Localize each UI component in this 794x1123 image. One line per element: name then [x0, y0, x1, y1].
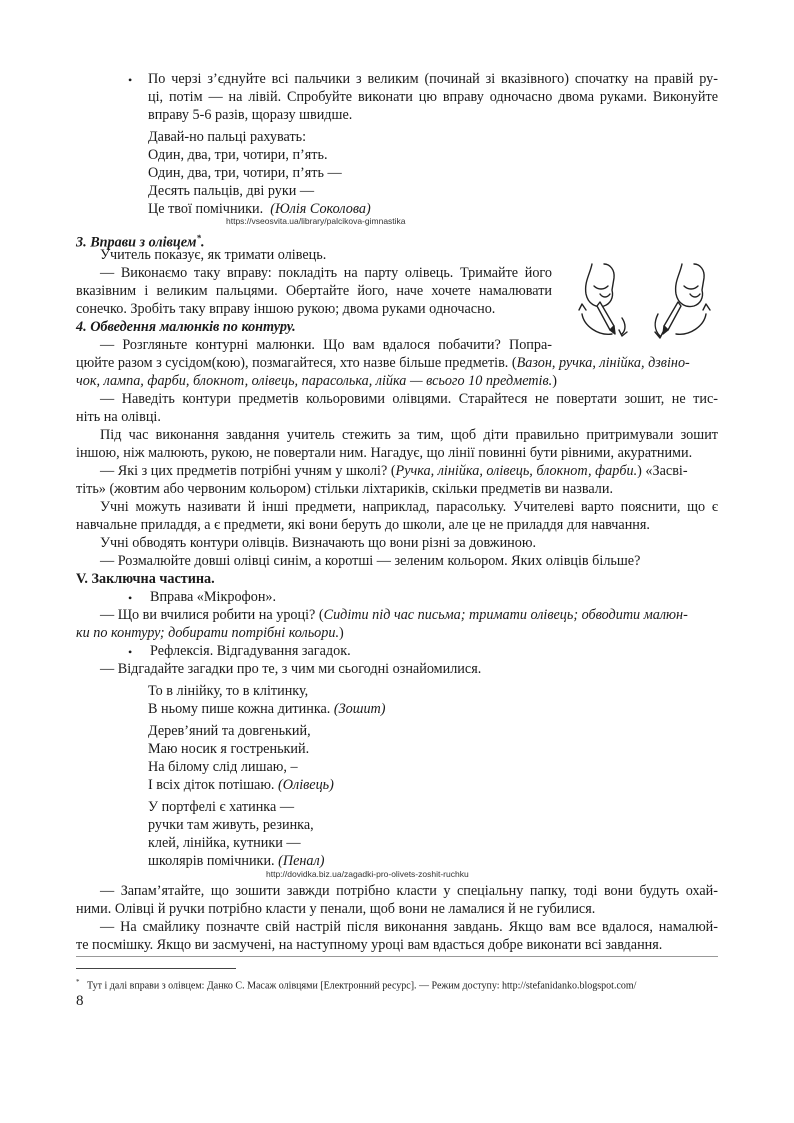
riddle-line: На білому слід лишаю, –: [148, 759, 298, 775]
bullet-icon: •: [128, 645, 133, 659]
riddle-line: Дерев’яний та довгенький,: [148, 723, 311, 739]
riddle-line: Маю носик я гостренький.: [148, 741, 310, 757]
text-line: — Наведіть контури предметів кольоровими олівцями. Старайтеся не повертати зошит, не тис-: [100, 391, 718, 407]
riddle-answer: (Олівець): [278, 777, 334, 793]
text-line: тіть» (жовтим або червоним кольором) стільки ліхтариків, скільки предметів ви назвали.: [76, 481, 614, 497]
section-heading: 4. Обведення малюнків по контуру.: [76, 319, 296, 335]
content-divider: [76, 956, 718, 957]
text-line: [76, 624, 344, 642]
footnote-mark: *: [196, 233, 201, 243]
poem-author: (Юлія Соколова): [270, 201, 371, 217]
bullet-icon: •: [128, 73, 133, 87]
text-line: Учні можуть називати й інші предмети, наприклад, парасольку. Учителеві варто пояснити, що є: [100, 499, 718, 515]
text-line: — Відгадайте загадки про те, з чим ми сьогодні ознайомилися.: [100, 661, 482, 677]
text-line: — На смайлику позначте свій настрій після виконання завдань. Якщо вам все вдалося, намалюй-: [100, 919, 718, 935]
text-segment: — Які з цих предметів потрібні учням у школі? (: [100, 463, 396, 479]
riddle-line: [148, 700, 386, 718]
heading-end: .: [200, 234, 205, 251]
exercise-line: По черзі з’єднуйте всі пальчики з великим (починай зі вказівного) спочатку на правій ру-: [148, 71, 718, 87]
poem-line: Давай-но пальці рахувать:: [148, 129, 307, 145]
bullet-icon: •: [128, 591, 133, 605]
text-segment: ): [339, 625, 344, 641]
text-line: Учитель показує, як тримати олівець.: [100, 247, 327, 263]
text-line: ніть на олівці.: [76, 409, 161, 425]
text-line: іншою, ніж малюють, рукою, не повертали ним. Нагадує, що лінії повинні бути рівними, акуратними.: [76, 445, 693, 461]
text-line: Учні обводять контури олівців. Визначають що вони різні за довжиною.: [100, 535, 537, 551]
poem-line: Один, два, три, чотири, п’ять —: [148, 165, 342, 181]
list-item: Рефлексія. Відгадування загадок.: [150, 643, 351, 659]
riddle-line: [148, 852, 324, 870]
footnote-divider: [76, 968, 236, 969]
list-item: Вправа «Мікрофон».: [150, 589, 277, 605]
text-line: [76, 372, 557, 390]
poem-text: Це твої помічники.: [148, 201, 264, 217]
text-line: вказівним і великим пальцями. Обертайте його, наче хочете намалювати: [76, 283, 552, 299]
answer-segment: ки по контуру; добирати потрібні кольори.: [76, 625, 339, 641]
text-segment: ): [552, 373, 557, 389]
riddle-line: У портфелі є хатинка —: [148, 799, 295, 815]
poem-line: Один, два, три, чотири, п’ять.: [148, 147, 328, 163]
riddle-line: клей, лінійка, кутники —: [148, 835, 301, 851]
text-segment: цюйте разом з сусідом(кою), позмагайтеся, хто назве більше предметів. (: [76, 355, 517, 371]
text-line: — Розмалюйте довші олівці синім, а коротші — зеленим кольором. Яких олівців більше?: [100, 553, 641, 569]
text-line: сонечко. Зробіть таку вправу іншою рукою; двома руками одночасно.: [76, 301, 496, 317]
answer-segment: Ручка, лінійка, олівець, блокнот, фарби.: [395, 463, 638, 479]
answer-segment: Сидіти під час письма; тримати олівець; обводити малюн-: [323, 607, 688, 623]
section-heading: V. Заключна частина.: [76, 571, 215, 587]
text-line: [76, 354, 690, 372]
hands-holding-pencils-illustration: [570, 260, 718, 348]
text-segment: ) «Засві-: [637, 463, 688, 479]
footnote-mark: *: [76, 978, 80, 986]
text-segment: — Що ви вчилися робити на уроці? (: [100, 607, 324, 623]
footnote-text: Тут і далі вправи з олівцем: Данко С. Масаж олівцями [Електронний ресурс]. — Режим доступу: http://stefanidanko.blogspot.com/: [87, 980, 637, 992]
text-line: Під час виконання завдання учитель стежить за тим, щоб діти правильно притримували зошит: [100, 427, 718, 443]
riddle-text: В ньому пише кожна дитинка.: [148, 701, 331, 717]
heading-text: 3. Вправи з олівцем: [76, 234, 197, 251]
answer-segment: Вазон, ручка, лінійка, дзвіно-: [516, 355, 690, 371]
text-line: ними. Олівці й ручки потрібно класти у пенали, щоб вони не ламалися й не губилися.: [76, 901, 596, 917]
source-link: http://dovidka.biz.ua/zagadki-pro-olivets-zoshit-ruchku: [266, 869, 469, 879]
text-line: [100, 606, 688, 624]
text-line: — Розгляньте контурні малюнки. Що вам вдалося побачити? Попра-: [100, 337, 552, 353]
riddle-line: [148, 776, 334, 794]
answer-segment: чок, лампа, фарби, блокнот, олівець, парасолька, лійка — всього 10 предметів.: [76, 373, 553, 389]
riddle-text: І всіх діток потішаю.: [148, 777, 275, 793]
footnote: [76, 976, 636, 992]
riddle-answer: (Пенал): [278, 853, 325, 869]
poem-line: Десять пальців, дві руки —: [148, 183, 315, 199]
text-line: — Запам’ятайте, що зошити завжди потрібно класти у спеціальну папку, тоді вони будуть охай-: [100, 883, 718, 899]
text-line: [100, 462, 688, 480]
page-number: 8: [76, 993, 84, 1009]
text-line: навчальне приладдя, а є предмети, які вони беруть до школи, але це не приладдя для навчання.: [76, 517, 650, 533]
text-line: — Виконаємо таку вправу: покладіть на парту олівець. Тримайте його: [100, 265, 552, 281]
riddle-text: школярів помічники.: [148, 853, 275, 869]
exercise-line: вправу 5-6 разів, щоразу швидше.: [148, 107, 353, 123]
riddle-line: То в лінійку, то в клітинку,: [148, 683, 309, 699]
riddle-line: ручки там живуть, резинка,: [148, 817, 314, 833]
riddle-answer: (Зошит): [333, 701, 386, 717]
source-link: https://vseosvita.ua/library/palcikova-gimnastika: [226, 216, 406, 226]
exercise-line: ці, потім — на лівій. Спробуйте виконати цю вправу одночасно двома руками. Виконуйте: [148, 89, 718, 105]
text-line: те посмішку. Якщо ви засмучені, на наступному уроці вам вдасться добре виконати всі завдання.: [76, 937, 663, 953]
